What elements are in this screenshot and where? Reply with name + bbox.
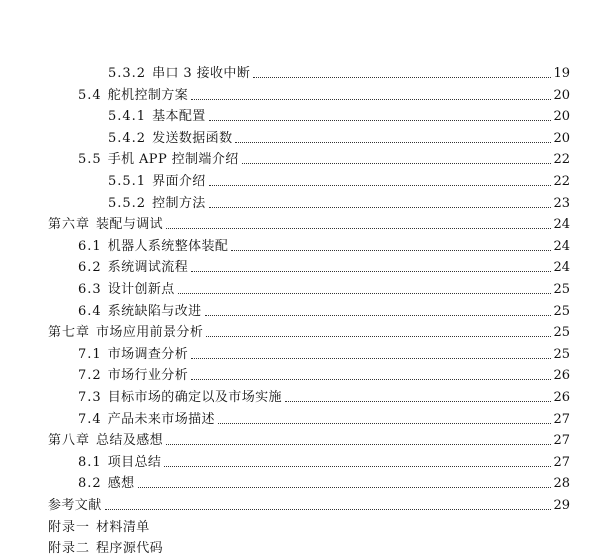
toc-entry[interactable] [0,410,612,428]
toc-entry[interactable] [0,518,612,536]
toc-entry[interactable] [0,496,612,514]
toc-entry-heading [108,109,206,125]
toc-entry-title: 目标市场的确定以及市场实施 [107,390,282,405]
toc-entry[interactable] [0,194,612,212]
toc-entry-number: 5.4.1 [108,109,147,125]
toc-dot-leader [191,271,551,272]
toc-entry-title: 手机 APP 控制端介绍 [107,152,239,168]
toc-entry-title: 项目总结 [107,454,162,470]
toc-entry-title: 参考文献 [48,498,102,513]
toc-entry-heading [108,66,250,82]
toc-entry-title: 装配与调试 [96,217,164,233]
toc-entry[interactable] [0,107,612,125]
toc-entry-number: 7.4 [78,411,102,427]
toc-page-number: 22 [553,152,570,168]
toc-entry-title: 系统调试流程 [107,260,189,276]
toc-page-number: 20 [553,109,570,125]
toc-entry-number: 5.5.2 [108,195,147,211]
toc-entry[interactable] [0,453,612,471]
toc-entry-number: 6.1 [78,238,102,254]
toc-dot-leader [235,142,551,143]
toc-entry-title: 控制方法 [152,195,206,211]
toc-entry-heading [78,152,239,168]
toc-dot-leader [209,120,552,121]
toc-entry[interactable] [0,474,612,492]
toc-dot-leader [166,444,551,445]
toc-dot-leader [191,379,551,380]
toc-entry-title: 系统缺陷与改进 [107,303,202,319]
toc-entry-heading [78,239,228,255]
toc-entry-number: 7.3 [78,390,102,405]
toc-entry-title: 感想 [107,476,135,492]
toc-page-number: 23 [553,195,570,211]
toc-entry-number: 5.5 [78,152,102,168]
toc-page-number: 24 [553,260,570,276]
toc-entry-title: 机器人系统整体装配 [107,238,229,254]
toc-entry-number: 附录二 [48,541,91,557]
toc-entry-number: 6.3 [78,282,102,297]
toc-entry[interactable] [0,215,612,233]
toc-dot-leader [105,509,552,510]
toc-dot-leader [218,423,552,424]
toc-entry-number: 8.2 [78,476,102,492]
toc-entry-heading [48,498,102,514]
toc-entry-heading [78,412,215,428]
toc-entry-heading [78,304,202,320]
toc-entry-number: 5.3.2 [108,66,147,81]
toc-page-number: 25 [553,303,570,319]
toc-entry[interactable] [0,237,612,255]
toc-entry-number: 5.5.1 [108,174,147,189]
toc-entry-title: 串口 3 接收中断 [152,66,251,81]
toc-page-number: 27 [553,433,570,449]
toc-page-number: 19 [553,66,570,81]
toc-entry-title: 市场调查分析 [107,346,189,362]
toc-entry-title: 市场行业分析 [107,368,189,384]
toc-entry[interactable] [0,302,612,320]
toc-entry-title: 界面介绍 [152,174,206,189]
toc-entry-title: 程序源代码 [96,541,164,557]
toc-entry-heading [108,131,232,147]
toc-entry-title: 设计创新点 [107,282,175,297]
toc-entry-heading [78,476,135,492]
toc-entry-title: 产品未来市场描述 [107,411,215,427]
toc-entry-number: 7.1 [78,346,102,362]
toc-entry-number: 8.1 [78,454,102,470]
toc-entry-title: 基本配置 [152,109,206,125]
toc-entry[interactable] [0,323,612,341]
toc-entry-heading [48,433,163,449]
toc-page-number: 22 [553,174,570,189]
toc-entry-heading [78,390,282,406]
toc-entry[interactable] [0,431,612,449]
toc-entry-heading [48,520,150,536]
toc-entry[interactable] [0,280,612,298]
toc-page-number: 24 [553,238,570,254]
toc-entry-number: 第七章 [48,325,91,341]
toc-entry-title: 材料清单 [96,519,150,535]
toc-entry-heading [78,455,161,471]
toc-entry-title: 发送数据函数 [152,130,233,146]
toc-dot-leader [191,358,551,359]
toc-entry[interactable] [0,366,612,384]
toc-dot-leader [164,466,551,467]
toc-dot-leader [178,293,552,294]
toc-entry-heading [78,260,188,276]
toc-dot-leader [242,163,552,164]
toc-entry-heading [78,368,188,384]
toc-entry-heading [78,88,188,104]
toc-entry-number: 7.2 [78,368,102,384]
toc-entry[interactable] [0,150,612,168]
toc-entry-number: 6.4 [78,303,102,319]
toc-entry[interactable] [0,539,612,557]
toc-entry-title: 市场应用前景分析 [96,325,204,341]
toc-dot-leader [166,228,551,229]
toc-dot-leader [285,401,552,402]
toc-page-number: 25 [553,325,570,341]
toc-dot-leader [206,336,551,337]
toc-page-number: 20 [553,87,570,103]
toc-entry-number: 5.4.2 [108,130,147,146]
toc-entry[interactable] [0,129,612,147]
toc-entry-title: 总结及感想 [96,433,164,449]
toc-page-number: 27 [553,411,570,427]
toc-entry[interactable] [0,258,612,276]
toc-entry[interactable] [0,64,612,82]
toc-entry-heading [78,282,175,298]
toc-page-number: 27 [553,454,570,470]
toc-entry[interactable] [0,172,612,190]
toc-page-number: 26 [553,390,570,405]
toc-page-number: 26 [553,368,570,384]
toc-dot-leader [253,77,551,78]
toc-entry[interactable] [0,86,612,104]
toc-page-number: 25 [553,282,570,297]
toc-page-number: 25 [553,346,570,362]
toc-dot-leader [209,185,552,186]
toc-entry-heading [108,196,206,212]
toc-entry-heading [48,541,163,557]
toc-dot-leader [205,315,552,316]
toc-entry-number: 附录一 [48,519,91,535]
toc-entry-number: 第六章 [48,217,91,233]
toc-entry-heading [78,347,188,363]
toc-entry-number: 6.2 [78,260,102,276]
toc-entry-heading [48,325,203,341]
toc-entry-number: 第八章 [48,433,91,449]
toc-dot-leader [138,487,552,488]
toc-entry[interactable] [0,388,612,406]
toc-dot-leader [209,207,552,208]
toc-dot-leader [231,250,551,251]
toc-page-number: 28 [553,476,570,492]
toc-page-number: 20 [553,130,570,146]
toc-page-number: 24 [553,217,570,233]
toc-entry-title: 舵机控制方案 [107,87,189,103]
toc-entry[interactable] [0,345,612,363]
toc-entry-heading [108,174,206,190]
toc-entry-heading [48,217,163,233]
toc-entry-number: 5.4 [78,87,102,103]
toc-page-number: 29 [553,498,570,513]
toc-dot-leader [191,99,551,100]
